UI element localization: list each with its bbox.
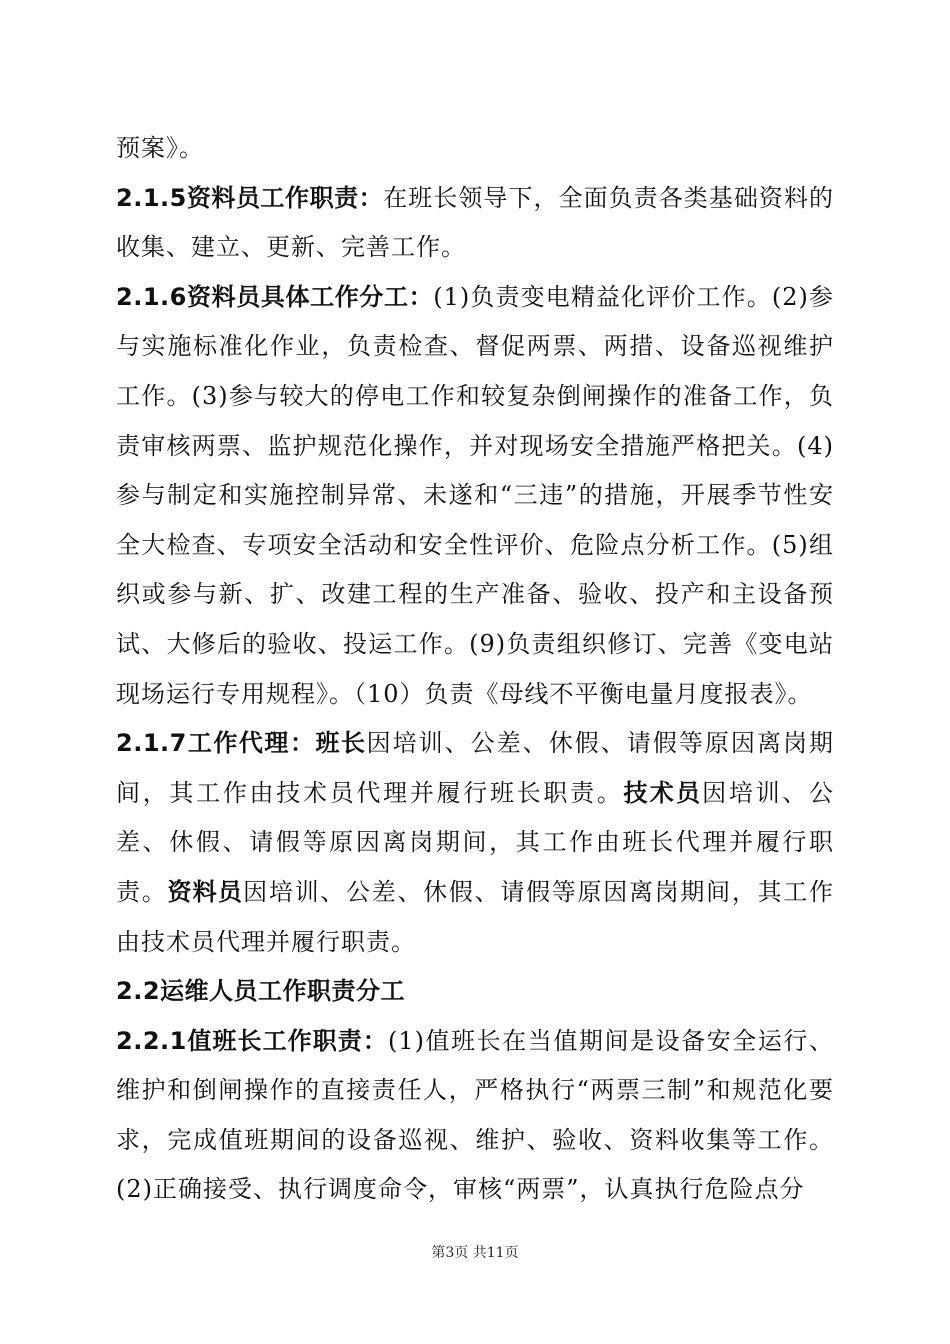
paragraph-2-1-7 — [116, 719, 834, 967]
page-number: 第3页 共11页 — [431, 1245, 519, 1261]
section-heading: 2.2运维人员工作职责分工 — [116, 977, 406, 1006]
paragraph-2-1-5 — [116, 174, 834, 273]
role-label: 班长 — [315, 729, 367, 758]
paragraph-text: 在班长领导下，全面负责各类基础资料的收集、建立、更新、完善工作。 — [116, 183, 834, 262]
paragraph-text: (1)负责变电精益化评价工作。(2)参与实施标准化作业，负责检查、督促两票、两措、设备巡视维护工作。(3)参与较大的停电工作和较复杂倒闸操作的准备工作，负责审核两票、监护规范化操作，并对现场安全措施严格把关。(4)参与制定和实施控制异常、未遂和“三违”的措施，开展季节性安全大检查、专项安全活动和安全性评价、危险点分析工作。(5)组织或参与新、扩、改建工程的生产准备、验收、投产和主设备预试、大修后的验收、投运工作。(9)负责组织修订、完善《变电站现场运行专用规程》。（10）负责《母线不平衡电量月度报表》。 — [116, 282, 834, 708]
paragraph-2-1-6 — [116, 273, 834, 719]
role-label: 技术员 — [623, 778, 703, 807]
section-lead: 2.1.6资料员具体工作分工： — [116, 282, 434, 311]
paragraph-text: 因培训、公差、休假、请假等原因离岗期间，其工作由技术员代理并履行班长职责。 — [116, 729, 835, 807]
section-lead: 2.1.5资料员工作职责： — [116, 183, 384, 212]
section-lead: 2.2.1值班长工作职责： — [116, 1026, 388, 1055]
paragraph-continuation — [116, 124, 834, 174]
paragraph-2-2-1 — [116, 1017, 834, 1215]
paragraph-text: (1)值班长在当值期间是设备安全运行、维护和倒闸操作的直接责任人，严格执行“两票三制”和规范化要求，完成值班期间的设备巡视、维护、验收、资料收集等工作。(2)正确接受、执行调度命令，审核“两票”，认真执行危险点分 — [116, 1026, 834, 1204]
section-lead: 2.1.7工作代理： — [116, 729, 316, 758]
paragraph-text: 预案》。 — [116, 134, 204, 162]
role-label: 资料员 — [167, 877, 244, 906]
paragraph-text: 因培训、公差、休假、请假等原因离岗期间，其工作由技术员代理并履行职责。 — [116, 877, 835, 956]
document-body — [116, 124, 834, 1215]
paragraph-text: 因培训、公差、休假、请假等原因离岗期间，其工作由班长代理并履行职责。 — [116, 778, 835, 906]
